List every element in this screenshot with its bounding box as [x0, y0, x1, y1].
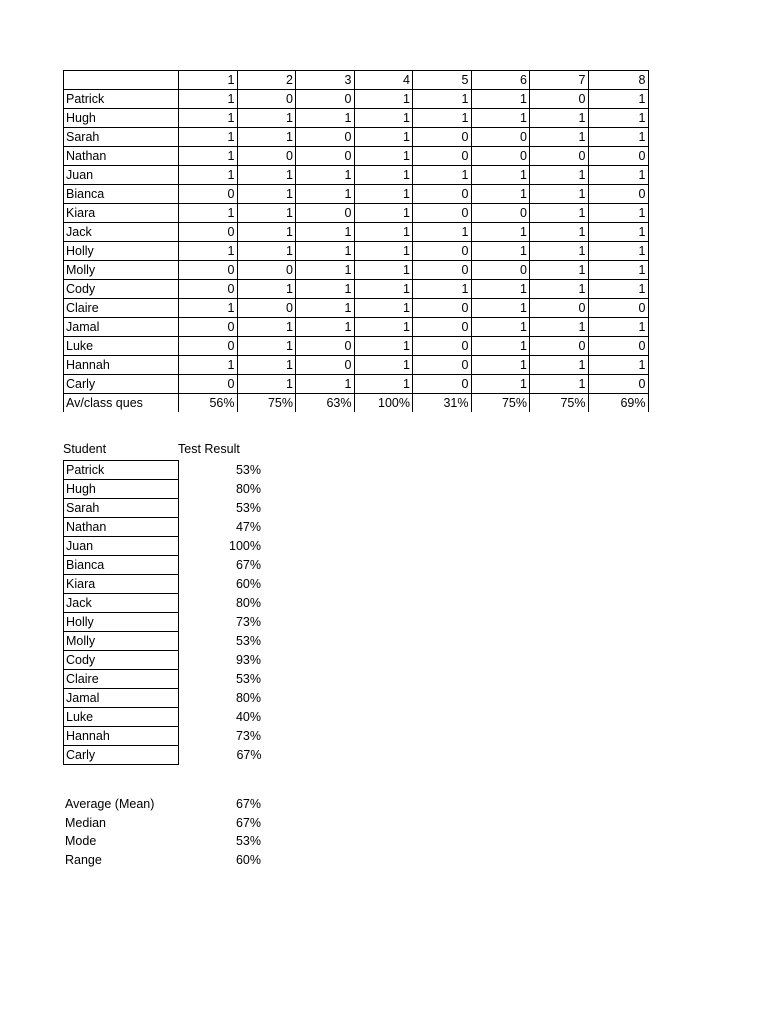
score-cell: 1: [179, 204, 238, 223]
result-percent: 53%: [235, 501, 261, 515]
average-percent-cell: 75%: [471, 394, 530, 413]
result-row: [64, 499, 264, 518]
result-percent: 93%: [235, 653, 261, 667]
score-cell: 1: [354, 128, 413, 147]
score-cell: 1: [471, 337, 530, 356]
score-cell: 1: [237, 166, 296, 185]
score-cell: 1: [237, 109, 296, 128]
score-cell: 1: [588, 128, 648, 147]
result-percent: 40%: [235, 710, 261, 724]
score-cell: 1: [296, 109, 355, 128]
question-number-cell: 7: [530, 71, 589, 90]
result-percent: 53%: [235, 634, 261, 648]
score-cell: 1: [471, 242, 530, 261]
student-name-cell: Sarah: [64, 128, 179, 147]
score-cell: 1: [588, 204, 648, 223]
score-cell: 1: [471, 109, 530, 128]
stat-label: Average (Mean): [65, 797, 155, 812]
score-cell: 0: [179, 280, 238, 299]
score-cell: 1: [530, 109, 589, 128]
score-cell: 0: [296, 147, 355, 166]
question-number-cell: 3: [296, 71, 355, 90]
student-name-cell: Kiara: [64, 204, 179, 223]
average-label-cell: Av/class ques: [64, 394, 179, 413]
score-cell: 0: [471, 261, 530, 280]
stat-value: 67%: [235, 815, 261, 830]
result-percent: 60%: [235, 577, 261, 591]
grid-student-row: [64, 375, 649, 394]
result-percent: 73%: [235, 729, 261, 743]
score-cell: 1: [354, 90, 413, 109]
grid-student-row: [64, 318, 649, 337]
score-cell: 0: [237, 299, 296, 318]
score-cell: 0: [471, 204, 530, 223]
student-name-cell: Bianca: [64, 185, 179, 204]
student-name-cell: Carly: [64, 375, 179, 394]
score-cell: 1: [296, 318, 355, 337]
result-student-name: Cody: [64, 651, 179, 670]
score-cell: 1: [179, 128, 238, 147]
score-cell: 1: [179, 90, 238, 109]
score-cell: 1: [237, 375, 296, 394]
student-results-table: [63, 460, 264, 765]
score-cell: 1: [413, 90, 472, 109]
score-cell: 1: [471, 356, 530, 375]
stat-row: [63, 851, 263, 870]
score-cell: 0: [588, 185, 648, 204]
result-student-name: Hugh: [64, 480, 179, 499]
result-student-name: Holly: [64, 613, 179, 632]
question-number-cell: 1: [179, 71, 238, 90]
score-cell: 1: [179, 242, 238, 261]
grid-student-row: [64, 261, 649, 280]
score-cell: 1: [530, 356, 589, 375]
score-cell: 1: [237, 223, 296, 242]
score-cell: 1: [179, 299, 238, 318]
stat-row: [63, 814, 263, 833]
question-results-grid: [63, 70, 649, 412]
score-cell: 1: [237, 128, 296, 147]
score-cell: 1: [530, 223, 589, 242]
results-body: [64, 461, 264, 765]
result-student-name: Carly: [64, 746, 179, 765]
score-cell: 1: [296, 299, 355, 318]
score-cell: 1: [296, 223, 355, 242]
score-cell: 1: [530, 375, 589, 394]
result-percent: 80%: [235, 596, 261, 610]
score-cell: 1: [354, 299, 413, 318]
result-row: [64, 651, 264, 670]
grid-student-row: [64, 356, 649, 375]
student-name-cell: Nathan: [64, 147, 179, 166]
student-column-header: Student: [63, 442, 107, 456]
student-name-cell: Holly: [64, 242, 179, 261]
result-student-name: Jack: [64, 594, 179, 613]
score-cell: 1: [588, 223, 648, 242]
score-cell: 0: [588, 375, 648, 394]
result-student-name: Bianca: [64, 556, 179, 575]
score-cell: 0: [588, 337, 648, 356]
score-cell: 0: [588, 147, 648, 166]
score-cell: 0: [413, 318, 472, 337]
score-cell: 1: [296, 185, 355, 204]
average-percent-cell: 75%: [237, 394, 296, 413]
result-row: [64, 689, 264, 708]
score-cell: 1: [296, 242, 355, 261]
score-cell: 1: [588, 356, 648, 375]
student-name-cell: Jack: [64, 223, 179, 242]
grid-student-row: [64, 90, 649, 109]
score-cell: 1: [471, 223, 530, 242]
score-cell: 1: [588, 90, 648, 109]
stat-label: Range: [65, 853, 102, 868]
score-cell: 0: [413, 261, 472, 280]
score-cell: 1: [179, 109, 238, 128]
score-cell: 0: [413, 242, 472, 261]
score-cell: 1: [354, 109, 413, 128]
score-cell: 1: [588, 280, 648, 299]
result-student-name: Hannah: [64, 727, 179, 746]
result-percent: 100%: [229, 539, 261, 553]
score-cell: 1: [354, 242, 413, 261]
score-cell: 1: [354, 166, 413, 185]
score-cell: 0: [530, 337, 589, 356]
result-row: [64, 461, 264, 480]
grid-student-row: [64, 166, 649, 185]
result-row: [64, 613, 264, 632]
result-percent: 47%: [235, 520, 261, 534]
score-cell: 1: [296, 375, 355, 394]
grid-student-row: [64, 337, 649, 356]
score-cell: 1: [296, 261, 355, 280]
score-cell: 0: [413, 128, 472, 147]
result-student-name: Molly: [64, 632, 179, 651]
score-cell: 0: [179, 223, 238, 242]
score-cell: 0: [413, 337, 472, 356]
score-cell: 0: [413, 356, 472, 375]
result-row: [64, 518, 264, 537]
score-cell: 1: [296, 166, 355, 185]
score-cell: 0: [413, 147, 472, 166]
grid-header-row: [64, 71, 649, 90]
score-cell: 0: [413, 299, 472, 318]
result-percent: 67%: [235, 558, 261, 572]
score-cell: 0: [179, 375, 238, 394]
score-cell: 1: [471, 166, 530, 185]
test-result-column-header: Test Result: [178, 442, 240, 456]
score-cell: 1: [354, 204, 413, 223]
score-cell: 0: [471, 147, 530, 166]
stat-label: Mode: [65, 834, 97, 849]
result-percent: 80%: [235, 482, 261, 496]
grid-student-row: [64, 109, 649, 128]
average-percent-cell: 100%: [354, 394, 413, 413]
score-cell: 1: [179, 147, 238, 166]
result-student-name: Kiara: [64, 575, 179, 594]
score-cell: 1: [471, 90, 530, 109]
grid-student-row: [64, 147, 649, 166]
score-cell: 1: [179, 166, 238, 185]
grid-student-row: [64, 299, 649, 318]
score-cell: 1: [471, 185, 530, 204]
score-cell: 1: [354, 261, 413, 280]
result-row: [64, 480, 264, 499]
grid-body: [64, 71, 649, 413]
score-cell: 1: [413, 166, 472, 185]
score-cell: 1: [530, 185, 589, 204]
result-row: [64, 632, 264, 651]
score-cell: 0: [179, 318, 238, 337]
result-row: [64, 670, 264, 689]
score-cell: 1: [530, 128, 589, 147]
score-cell: 1: [237, 318, 296, 337]
score-cell: 0: [296, 128, 355, 147]
score-cell: 1: [237, 204, 296, 223]
result-percent: 53%: [235, 463, 261, 477]
average-percent-cell: 75%: [530, 394, 589, 413]
score-cell: 0: [413, 185, 472, 204]
score-cell: 1: [354, 356, 413, 375]
class-average-row: [64, 394, 649, 413]
score-cell: 1: [530, 166, 589, 185]
score-cell: 0: [237, 261, 296, 280]
student-name-cell: Cody: [64, 280, 179, 299]
score-cell: 1: [179, 356, 238, 375]
question-number-cell: 2: [237, 71, 296, 90]
score-cell: 0: [296, 356, 355, 375]
student-name-cell: Luke: [64, 337, 179, 356]
score-cell: 0: [588, 299, 648, 318]
stat-value: 60%: [235, 853, 261, 868]
score-cell: 0: [530, 299, 589, 318]
student-name-cell: Patrick: [64, 90, 179, 109]
student-name-cell: Claire: [64, 299, 179, 318]
score-cell: 1: [354, 280, 413, 299]
score-cell: 1: [354, 185, 413, 204]
statistics-table: [63, 795, 263, 869]
score-cell: 1: [354, 375, 413, 394]
score-cell: 1: [530, 261, 589, 280]
score-cell: 1: [237, 242, 296, 261]
score-cell: 1: [588, 318, 648, 337]
result-row: [64, 537, 264, 556]
score-cell: 0: [413, 204, 472, 223]
score-cell: 1: [471, 375, 530, 394]
grid-student-row: [64, 204, 649, 223]
score-cell: 1: [413, 223, 472, 242]
score-cell: 1: [354, 223, 413, 242]
score-cell: 1: [471, 299, 530, 318]
score-cell: 1: [588, 166, 648, 185]
stat-row: [63, 832, 263, 851]
score-cell: 0: [530, 90, 589, 109]
score-cell: 1: [354, 147, 413, 166]
result-row: [64, 708, 264, 727]
result-student-name: Patrick: [64, 461, 179, 480]
stats-body: [63, 795, 263, 869]
student-name-cell: Hugh: [64, 109, 179, 128]
score-cell: 0: [179, 185, 238, 204]
result-student-name: Juan: [64, 537, 179, 556]
result-row: [64, 594, 264, 613]
score-cell: 0: [296, 337, 355, 356]
score-cell: 0: [296, 90, 355, 109]
question-number-cell: 8: [588, 71, 648, 90]
result-row: [64, 727, 264, 746]
student-name-cell: Molly: [64, 261, 179, 280]
result-percent: 80%: [235, 691, 261, 705]
result-student-name: Claire: [64, 670, 179, 689]
result-student-name: Luke: [64, 708, 179, 727]
average-percent-cell: 69%: [588, 394, 648, 413]
score-cell: 0: [296, 204, 355, 223]
score-cell: 0: [179, 337, 238, 356]
result-row: [64, 556, 264, 575]
score-cell: 1: [413, 109, 472, 128]
stat-label: Median: [65, 815, 106, 830]
score-cell: 1: [588, 242, 648, 261]
result-student-name: Sarah: [64, 499, 179, 518]
score-cell: 1: [471, 280, 530, 299]
result-student-name: Jamal: [64, 689, 179, 708]
student-name-cell: Hannah: [64, 356, 179, 375]
grid-corner-cell: [64, 71, 179, 90]
average-percent-cell: 31%: [413, 394, 472, 413]
score-cell: 1: [471, 318, 530, 337]
score-cell: 1: [588, 109, 648, 128]
result-percent: 53%: [235, 672, 261, 686]
question-number-cell: 4: [354, 71, 413, 90]
question-number-cell: 5: [413, 71, 472, 90]
question-number-cell: 6: [471, 71, 530, 90]
result-percent: 67%: [236, 748, 262, 762]
score-cell: 1: [354, 337, 413, 356]
student-name-cell: Jamal: [64, 318, 179, 337]
score-cell: 0: [237, 147, 296, 166]
grid-student-row: [64, 242, 649, 261]
score-cell: 1: [588, 261, 648, 280]
grid-student-row: [64, 128, 649, 147]
result-student-name: Nathan: [64, 518, 179, 537]
score-cell: 0: [530, 147, 589, 166]
stat-row: [63, 795, 263, 814]
score-cell: 1: [530, 204, 589, 223]
result-row: [64, 746, 264, 765]
score-cell: 1: [237, 337, 296, 356]
result-row: [64, 575, 264, 594]
score-cell: 1: [354, 318, 413, 337]
score-cell: 0: [413, 375, 472, 394]
score-cell: 1: [237, 280, 296, 299]
student-name-cell: Juan: [64, 166, 179, 185]
score-cell: 0: [179, 261, 238, 280]
score-cell: 1: [237, 185, 296, 204]
stat-value: 53%: [235, 834, 261, 849]
score-cell: 0: [237, 90, 296, 109]
score-cell: 0: [471, 128, 530, 147]
score-cell: 1: [237, 356, 296, 375]
score-cell: 1: [530, 242, 589, 261]
average-percent-cell: 56%: [179, 394, 238, 413]
score-cell: 1: [296, 280, 355, 299]
score-cell: 1: [530, 318, 589, 337]
score-cell: 1: [530, 280, 589, 299]
stat-value: 67%: [235, 797, 261, 812]
grid-student-row: [64, 280, 649, 299]
grid-student-row: [64, 185, 649, 204]
score-cell: 1: [413, 280, 472, 299]
result-percent: 73%: [235, 615, 261, 629]
average-percent-cell: 63%: [296, 394, 355, 413]
grid-student-row: [64, 223, 649, 242]
